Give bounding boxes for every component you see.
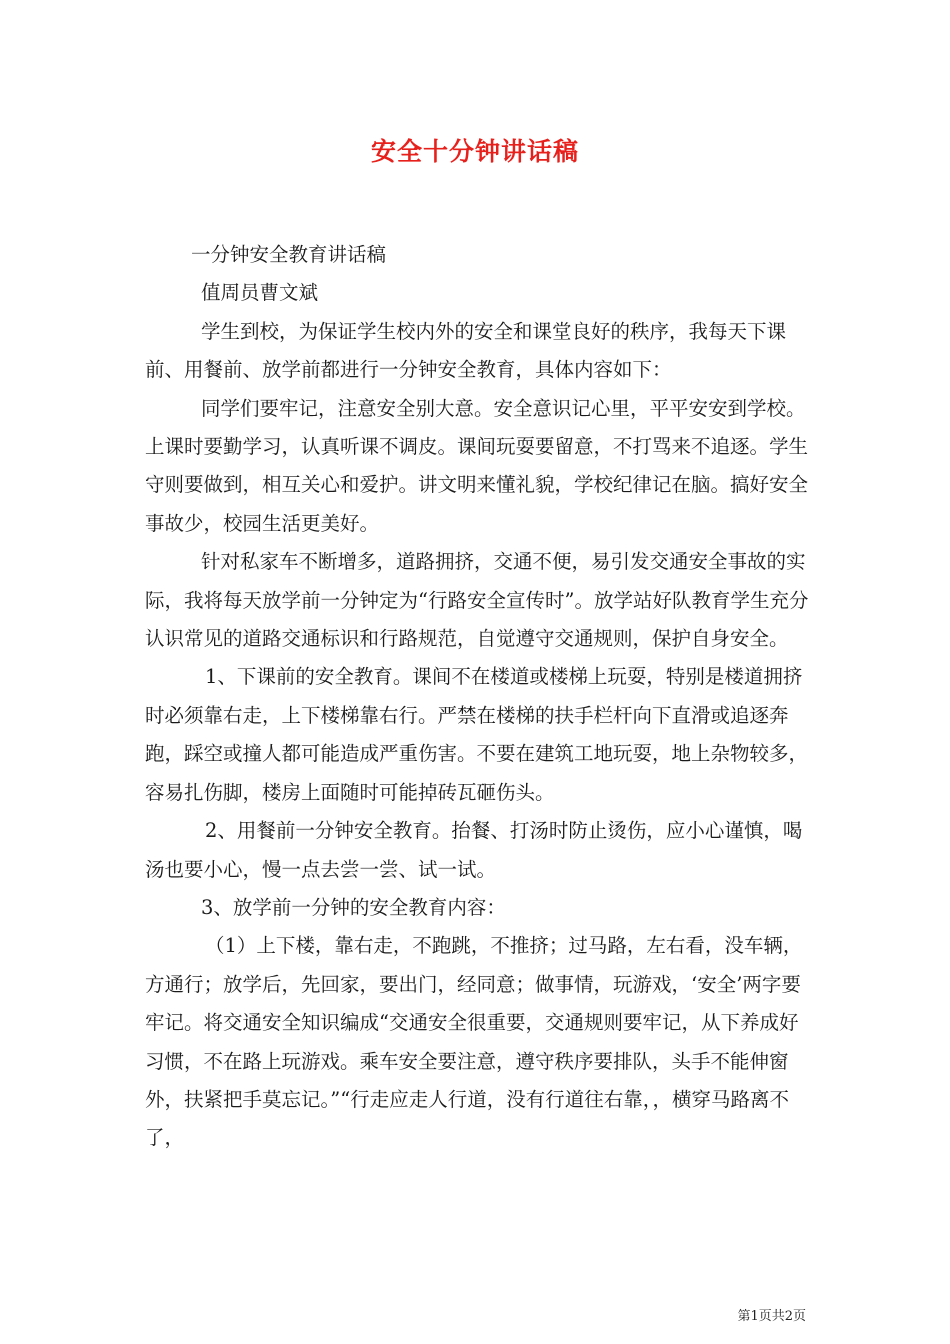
page-number: 第1页共2页 xyxy=(737,1309,806,1324)
paragraph: 针对私家车不断增多，道路拥挤，交通不便，易引发交通安全事故的实际，我将每天放学前一分钟定为“行路安全宣传时”。放学站好队教育学生充分认识常见的道路交通标识和行路规范，自觉遵守交通规则，保护自身安全。 xyxy=(145,550,809,651)
paragraph: 学生到校，为保证学生校内外的安全和课堂良好的秩序，我每天下课前、用餐前、放学前都进行一分钟安全教育，具体内容如下： xyxy=(145,319,787,382)
document-title: 安全十分钟讲话稿 xyxy=(370,137,579,166)
paragraph: 一分钟安全教育讲话稿 xyxy=(191,243,387,266)
paragraph: 值周员曹文斌 xyxy=(201,281,319,305)
paragraph: 3、放学前一分钟的安全教育内容： xyxy=(201,895,506,919)
paragraph: 同学们要牢记，注意安全别大意。安全意识记心里，平平安安到学校。上课时要勤学习，认真听课不调皮。课间玩耍要留意，不打骂来不追逐。学生守则要做到，相互关心和爱护。讲文明来懂礼貌，学校纪律记在脑。搞好安全事故少，校园生活更美好。 xyxy=(145,396,809,535)
paragraph: （1）上下楼，靠右走，不跑跳，不推挤；过马路，左右看，没车辆，方通行；放学后，先回家，要出门，经同意；做事情，玩游戏，‘安全’两字要牢记。将交通安全知识编成“交通安全很重要，交通规则要牢记，从下养成好习惯，不在路上玩游戏。乘车安全要注意，遵守秩序要排队，头手不能伸窗外，扶紧把手莫忘记。”“行走应走人行道，没有行道往右靠，，横穿马路离不了， xyxy=(145,934,803,1150)
paragraph: 2、用餐前一分钟安全教育。抬餐、打汤时防止烫伤，应小心谨慎，喝汤也要小心，慢一点去尝一尝、试一试。 xyxy=(145,819,803,881)
document-body xyxy=(145,236,810,1158)
paragraph: 1、下课前的安全教育。课间不在楼道或楼梯上玩耍，特别是楼道拥挤时必须靠右走，上下楼梯靠右行。严禁在楼梯的扶手栏杆向下直滑或追逐奔跑，踩空或撞人都可能造成严重伤害。不要在建筑工地玩耍，地上杂物较多，容易扎伤脚，楼房上面随时可能掉砖瓦砸伤头。 xyxy=(145,665,809,804)
